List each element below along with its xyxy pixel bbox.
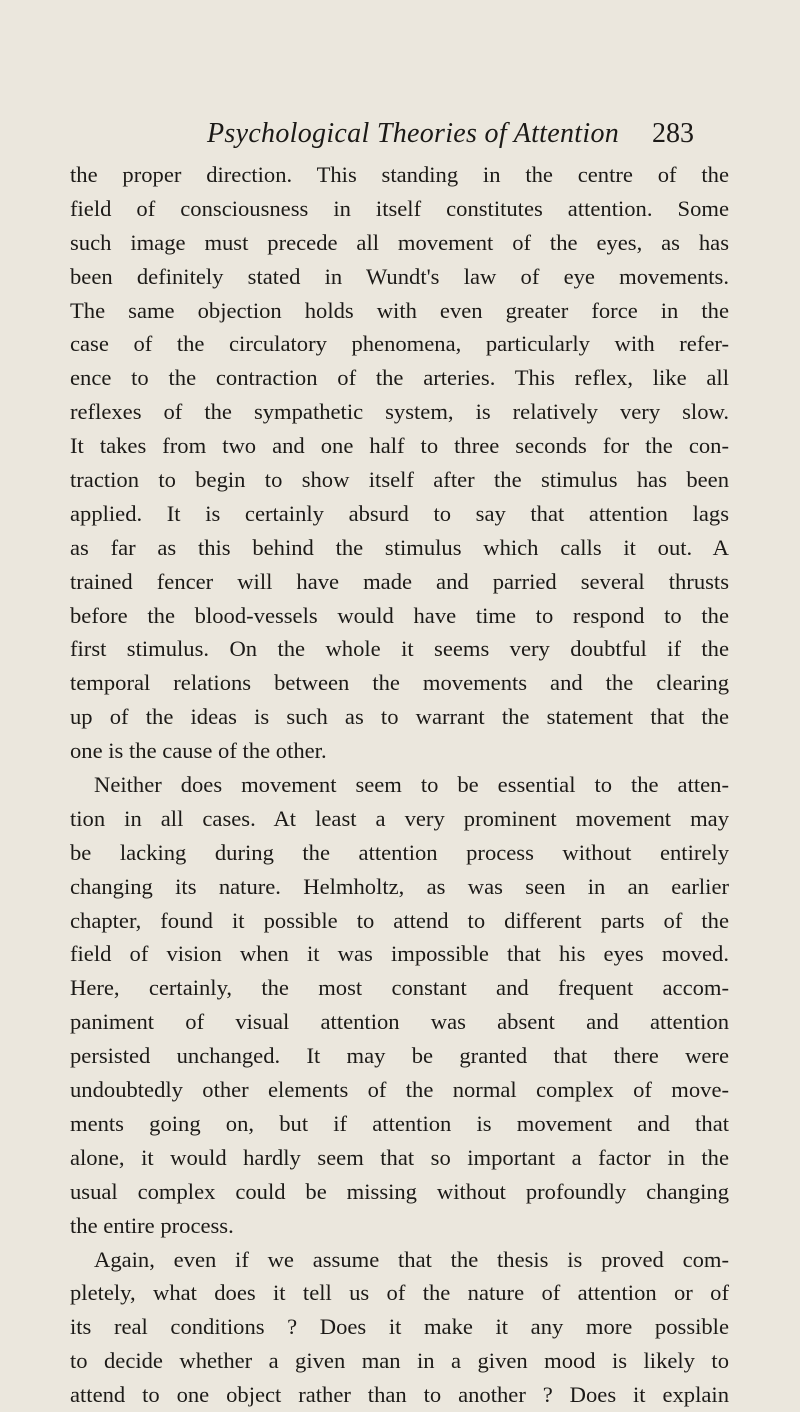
text-line: the proper direction. This standing in the centre of the <box>70 162 729 187</box>
text-line: pletely, what does it tell us of the nature of attention or of <box>70 1280 729 1306</box>
text-line: Here, certainly, the most constant and frequent accom- <box>70 975 729 1001</box>
text-line: trained fencer will have made and parried several thrusts <box>70 568 729 594</box>
text-line: temporal relations between the movements and the clearing <box>70 670 729 696</box>
text-line: chapter, found it possible to attend to different parts of the <box>70 907 729 933</box>
body-text <box>70 158 729 1412</box>
text-line: one is the cause of the other. <box>70 738 327 764</box>
text-line: alone, it would hardly seem that so important a factor in the <box>70 1144 729 1170</box>
text-line: changing its nature. Helmholtz, as was seen in an earlier <box>70 873 729 899</box>
text-line: ence to the contraction of the arteries. This reflex, like all <box>70 365 729 391</box>
text-line: field of consciousness in itself constitutes attention. Some <box>70 195 729 221</box>
running-head <box>0 118 800 154</box>
text-line: its real conditions ? Does it make it any more possible <box>70 1314 729 1340</box>
text-line: The same objection holds with even greater force in the <box>70 297 729 323</box>
text-line: undoubtedly other elements of the normal complex of move- <box>70 1077 729 1103</box>
text-line: be lacking during the attention process without entirely <box>70 839 729 865</box>
text-line: field of vision when it was impossible that his eyes moved. <box>70 941 729 967</box>
text-line: traction to begin to show itself after the stimulus has been <box>70 467 729 493</box>
text-line: usual complex could be missing without profoundly changing <box>70 1178 729 1204</box>
text-line: first stimulus. On the whole it seems very doubtful if the <box>70 636 729 662</box>
text-line: paniment of visual attention was absent and attention <box>70 1009 729 1035</box>
paragraph-start-line: Neither does movement seem to be essential to the atten- <box>94 772 729 798</box>
text-line: up of the ideas is such as to warrant the statement that the <box>70 704 729 730</box>
text-line: attend to one object rather than to another ? Does it explain <box>70 1382 729 1408</box>
page-number: 283 <box>652 118 694 149</box>
text-line: It takes from two and one half to three seconds for the con- <box>70 433 729 459</box>
text-line: tion in all cases. At least a very prominent movement may <box>70 805 729 831</box>
running-title: Psychological Theories of Attention <box>207 118 620 149</box>
text-line: as far as this behind the stimulus which calls it out. A <box>70 534 729 560</box>
text-line: before the blood-vessels would have time to respond to the <box>70 602 729 628</box>
paragraph-start-line: Again, even if we assume that the thesis is proved com- <box>94 1246 729 1272</box>
text-line: ments going on, but if attention is movement and that <box>70 1110 729 1136</box>
text-line: to decide whether a given man in a given mood is likely to <box>70 1348 729 1374</box>
text-line: reflexes of the sympathetic system, is relatively very slow. <box>70 399 729 425</box>
text-line: such image must precede all movement of the eyes, as has <box>70 229 729 255</box>
text-line: been definitely stated in Wundt's law of eye movements. <box>70 263 729 289</box>
text-line: applied. It is certainly absurd to say that attention lags <box>70 500 729 526</box>
text-line: the entire process. <box>70 1212 234 1238</box>
text-line: case of the circulatory phenomena, particularly with refer- <box>70 331 729 357</box>
text-line: persisted unchanged. It may be granted that there were <box>70 1043 729 1069</box>
